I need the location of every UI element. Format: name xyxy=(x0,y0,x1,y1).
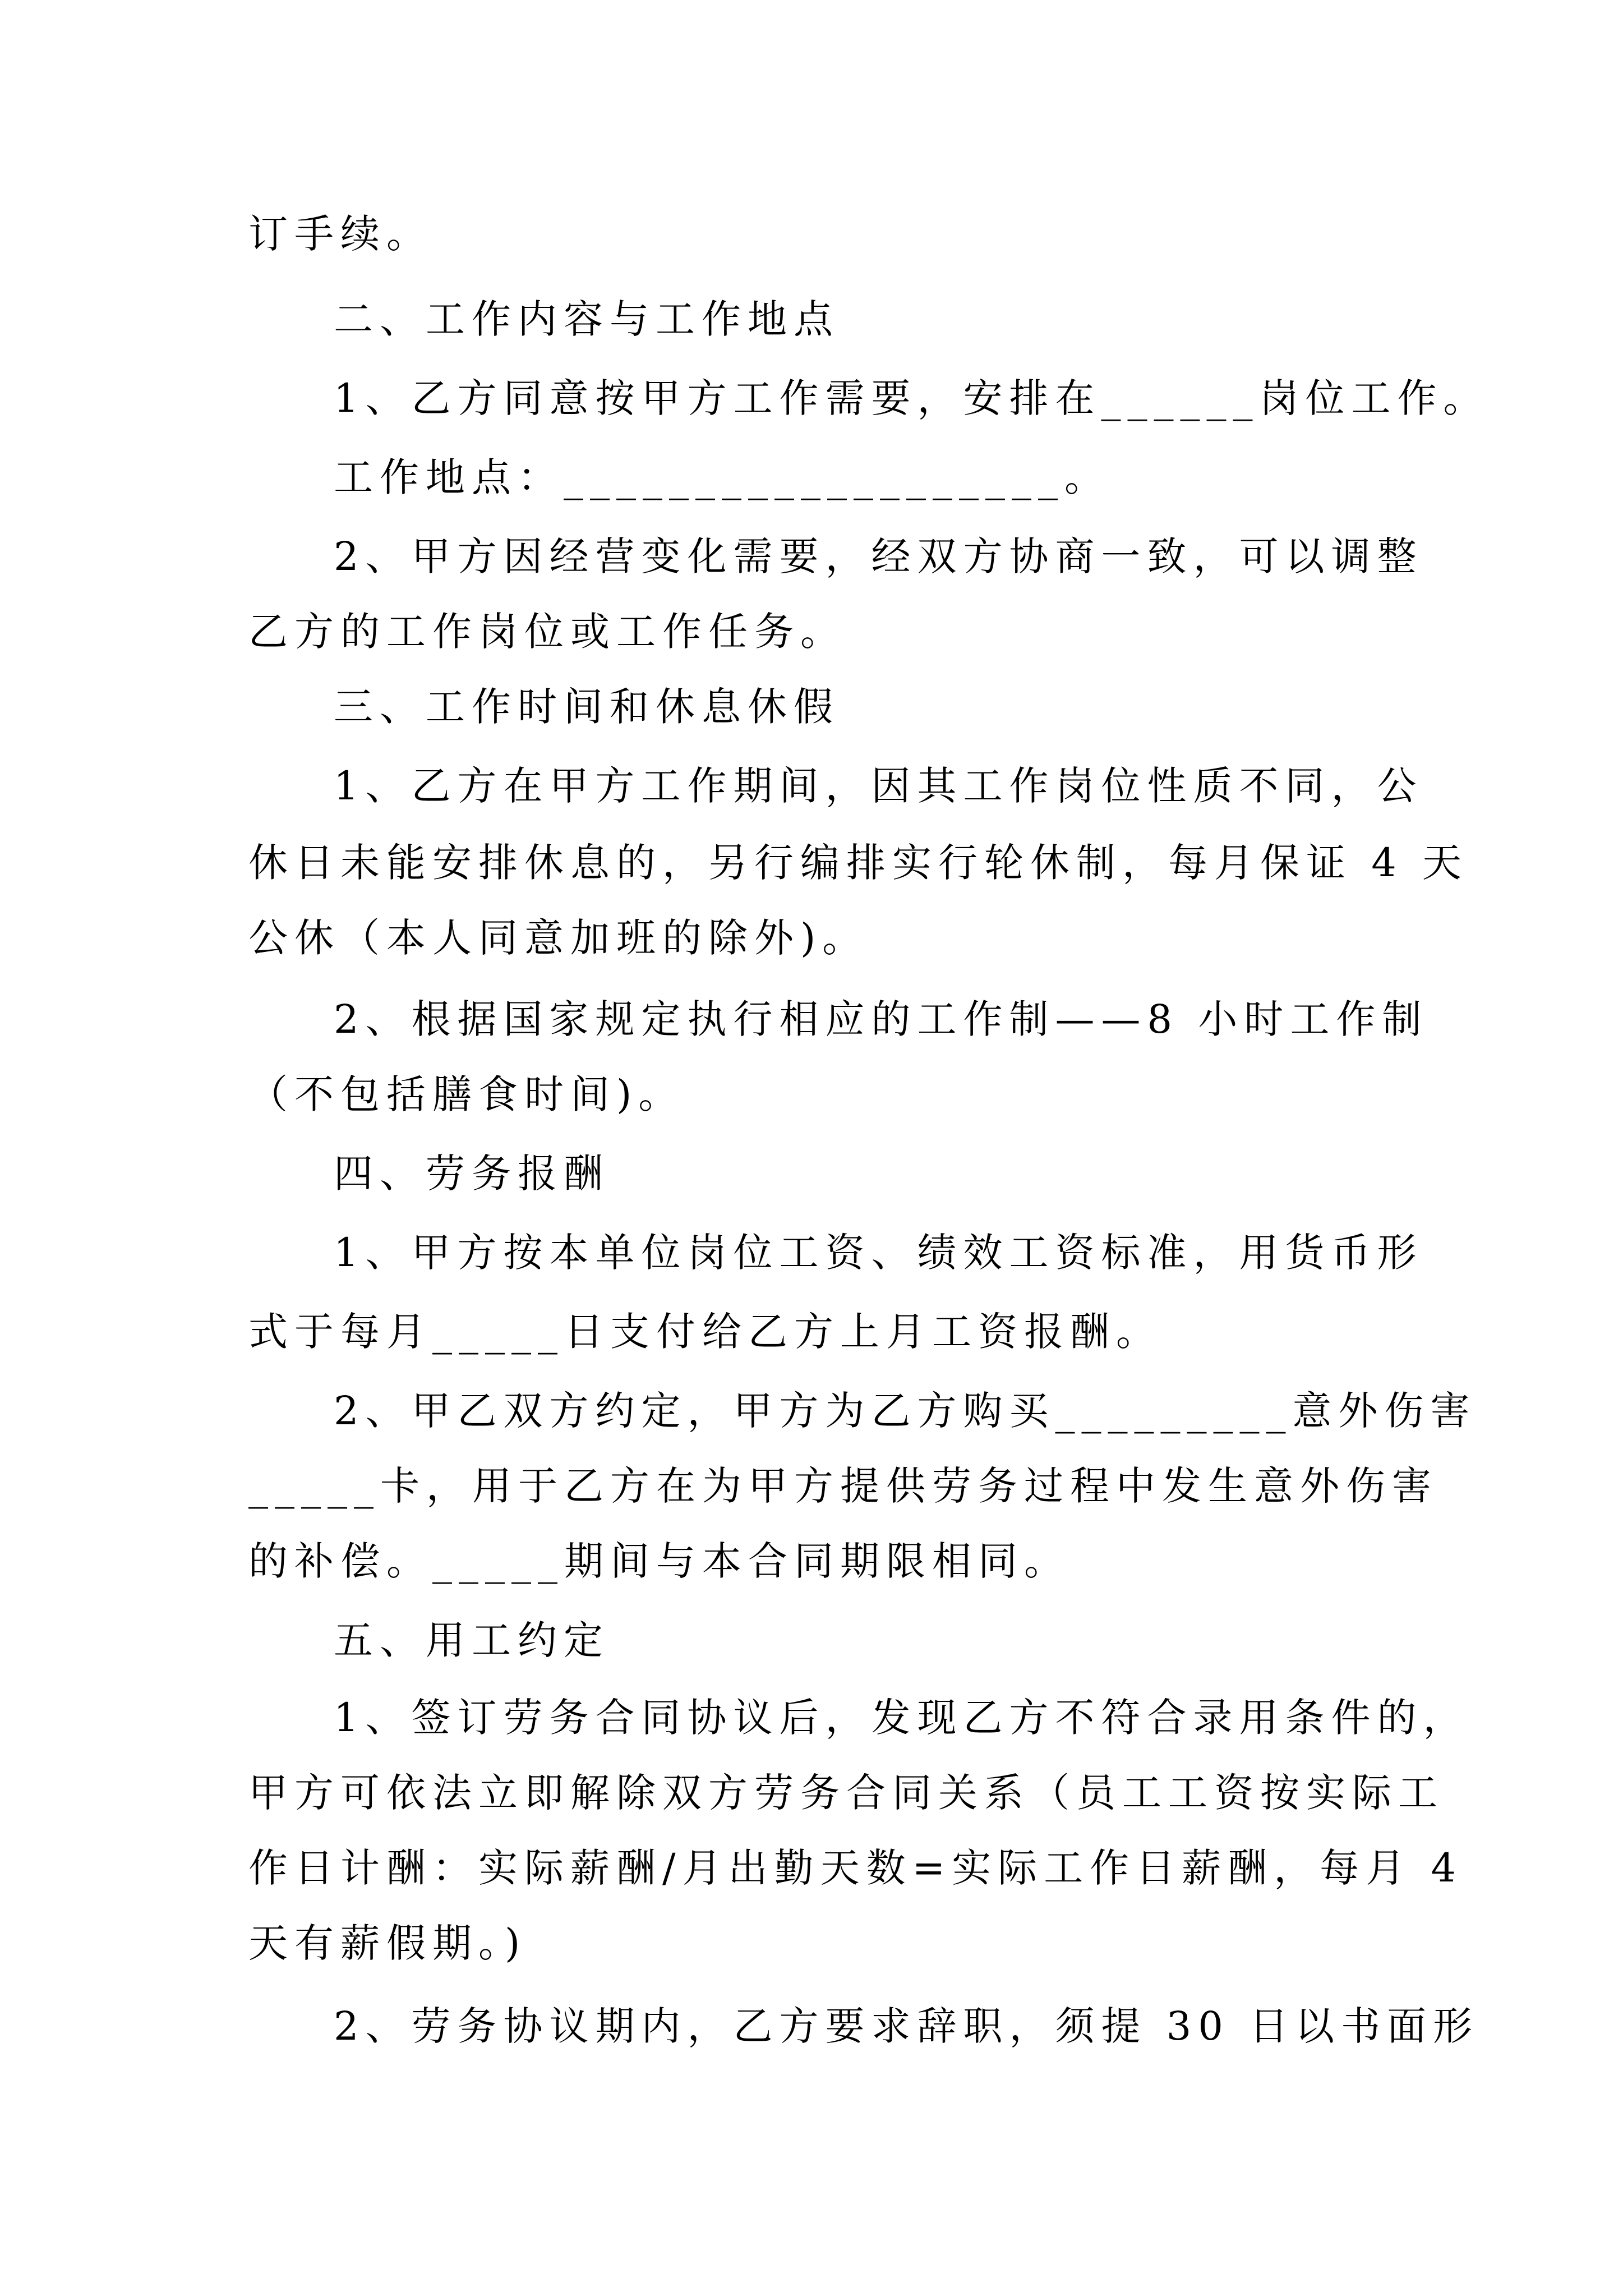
text-line: 作日计酬：实际薪酬/月出勤天数=实际工作日薪酬，每月 4 xyxy=(248,1845,1463,1891)
text-line: 休日未能安排休息的，另行编排实行轮休制，每月保证 4 天 xyxy=(248,840,1469,886)
text-line: 2、根据国家规定执行相应的工作制——8 小时工作制 xyxy=(334,996,1428,1042)
section-heading: 二、工作内容与工作地点 xyxy=(334,296,840,342)
text-line: 乙方的工作岗位或工作任务。 xyxy=(248,609,846,655)
text-line: 1、乙方同意按甲方工作需要，安排在______岗位工作。 xyxy=(334,375,1490,421)
section-heading: 三、工作时间和休息休假 xyxy=(334,684,840,730)
text-line: 公休（本人同意加班的除外)。 xyxy=(248,915,869,961)
text-line: 1、乙方在甲方工作期间，因其工作岗位性质不同，公 xyxy=(334,763,1423,809)
section-heading: 四、劳务报酬 xyxy=(334,1151,610,1197)
text-line: 2、甲方因经营变化需要，经双方协商一致，可以调整 xyxy=(334,533,1423,579)
section-heading: 五、用工约定 xyxy=(334,1617,610,1663)
text-line: 甲方可依法立即解除双方劳务合同关系（员工工资按实际工 xyxy=(248,1770,1444,1816)
text-line: 天有薪假期。) xyxy=(248,1920,527,1966)
text-line: 的补偿。_____期间与本合同期限相同。 xyxy=(248,1538,1070,1584)
text-line: （不包括膳食时间)。 xyxy=(248,1071,685,1117)
text-line: _____卡，用于乙方在为甲方提供劳务过程中发生意外伤害 xyxy=(248,1463,1438,1509)
text-line: 1、甲方按本单位岗位工资、绩效工资标准，用货币形 xyxy=(334,1230,1423,1276)
text-line: 式于每月_____日支付给乙方上月工资报酬。 xyxy=(248,1309,1162,1355)
text-line: 订手续。 xyxy=(248,211,432,257)
text-line: 2、劳务协议期内，乙方要求辞职，须提 30 日以书面形 xyxy=(334,2003,1479,2049)
text-line: 工作地点：___________________。 xyxy=(334,454,1110,500)
text-line: 2、甲乙双方约定，甲方为乙方购买_________意外伤害 xyxy=(334,1388,1477,1434)
text-line: 1、签订劳务合同协议后，发现乙方不符合录用条件的， xyxy=(334,1695,1469,1741)
